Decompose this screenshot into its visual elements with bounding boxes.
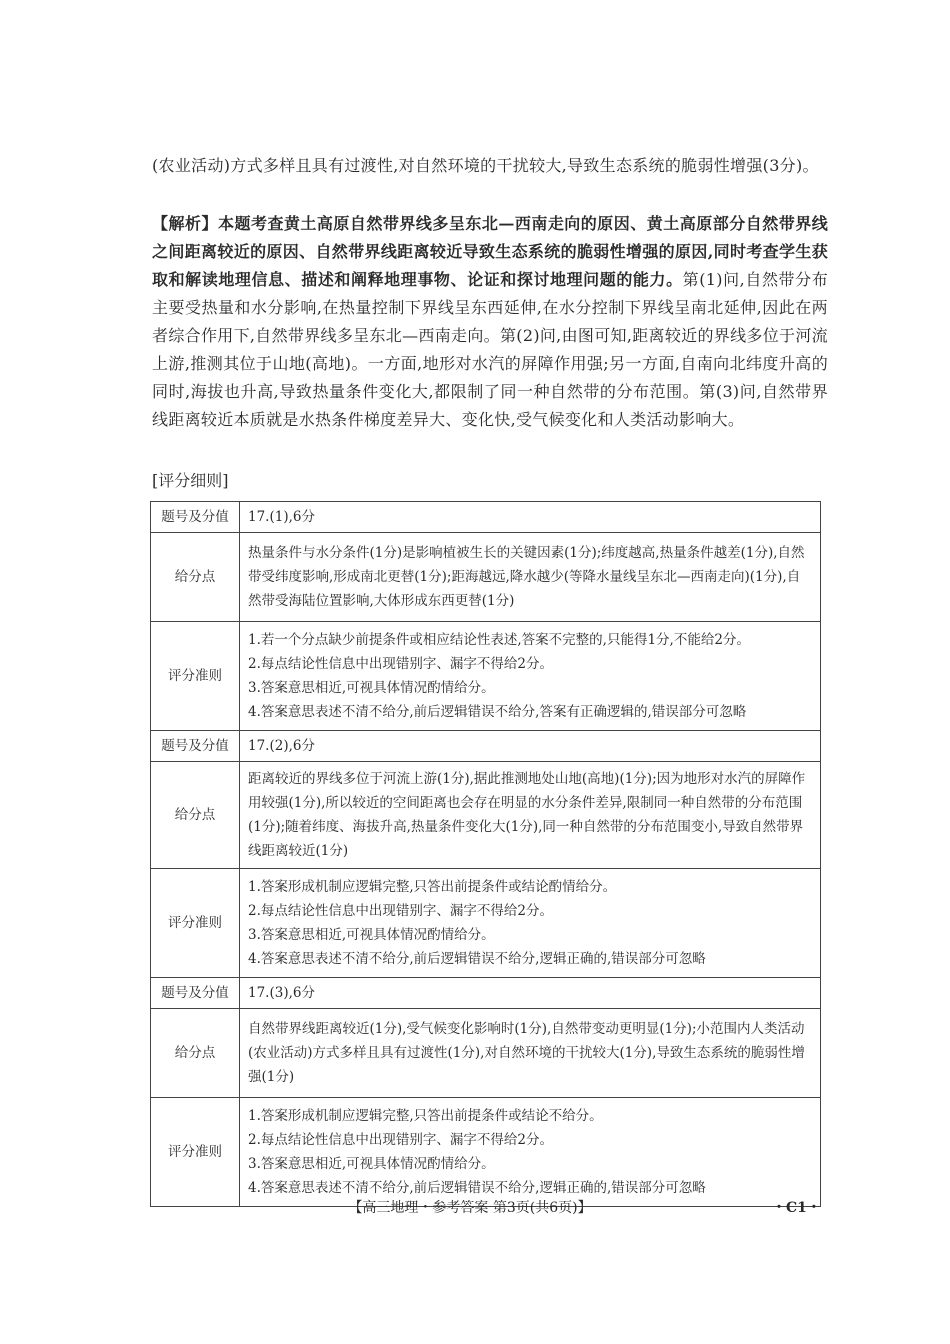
- analysis-body: 第(1)问,自然带分布主要受热量和水分影响,在热量控制下界线呈东西延伸,在水分控制下界线呈南北延伸,因此在两者综合作用下,自然带界线多呈东北—西南走向。第(2)问,由图可知,距离较近的界线多位于河流上游,推测其位于山地(高地)。一方面,地形对水汽的屏障作用强;另一方面,自南向北纬度升高的同时,海拔也升高,导致热量条件变化大,都限制了同一种自然带的分布范围。第(3)问,自然带界线距离较近本质就是水热条件梯度差异大、变化快,受气候变化和人类活动影响大。: [152, 270, 828, 429]
- footer-page-info: 【高三地理・参考答案 第3页(共6页)】: [348, 1200, 592, 1216]
- criteria-item: 4.答案意思表述不清不给分,前后逻辑错误不给分,逻辑正确的,错误部分可忽略: [248, 1180, 706, 1196]
- criteria-item: 1.答案形成机制应逻辑完整,只答出前提条件或结论酌情给分。: [248, 879, 617, 895]
- criteria-item: 4.答案意思表述不清不给分,前后逻辑错误不给分,逻辑正确的,错误部分可忽略: [248, 951, 706, 967]
- question-value: 17.(1),6分: [240, 502, 821, 533]
- criteria-item: 4.答案意思表述不清不给分,前后逻辑错误不给分,答案有正确逻辑的,错误部分可忽略: [248, 704, 747, 720]
- criteria-label: 评分准则: [151, 869, 240, 978]
- table-row: [151, 622, 821, 731]
- criteria-item: 1.答案形成机制应逻辑完整,只答出前提条件或结论不给分。: [248, 1108, 603, 1124]
- criteria-list: [240, 622, 821, 731]
- points-label: 给分点: [151, 762, 240, 869]
- criteria-label: 评分准则: [151, 622, 240, 731]
- criteria-item: 3.答案意思相近,可视具体情况酌情给分。: [248, 1156, 495, 1172]
- table-row: [151, 978, 821, 1009]
- table-row: [151, 762, 821, 869]
- points-text: 热量条件与水分条件(1分)是影响植被生长的关键因素(1分);纬度越高,热量条件越差(1分),自然带受纬度影响,形成南北更替(1分);距海越远,降水越少(等降水量线呈东北—西南走向)(1分),自然带受海陆位置影响,大体形成东西更替(1分): [240, 533, 821, 622]
- criteria-item: 3.答案意思相近,可视具体情况酌情给分。: [248, 927, 495, 943]
- criteria-item: 2.每点结论性信息中出现错别字、漏字不得给2分。: [248, 656, 553, 672]
- criteria-list: [240, 869, 821, 978]
- question-label: 题号及分值: [151, 731, 240, 762]
- analysis-lead: 【解析】本题考查黄土高原自然带界线多呈东北—西南走向的原因、黄土高原部分自然带界线之间距离较近的原因、自然带界线距离较近导致生态系统的脆弱性增强的原因,同时考查学生获取和解读地理信息、描述和阐释地理事物、论证和探讨地理问题的能力。: [152, 214, 828, 289]
- rubric-table: [150, 501, 821, 1207]
- table-row: [151, 533, 821, 622]
- points-label: 给分点: [151, 1009, 240, 1098]
- question-label: 题号及分值: [151, 502, 240, 533]
- criteria-label: 评分准则: [151, 1098, 240, 1207]
- analysis-paragraph: [152, 210, 828, 434]
- question-value: 17.(2),6分: [240, 731, 821, 762]
- table-row: [151, 869, 821, 978]
- question-label: 题号及分值: [151, 978, 240, 1009]
- criteria-list: [240, 1098, 821, 1207]
- rubric-title: [评分细则]: [152, 471, 229, 490]
- footer-code: ・C1・: [772, 1200, 821, 1216]
- table-row: [151, 1009, 821, 1098]
- points-text: 自然带界线距离较近(1分),受气候变化影响时(1分),自然带变动更明显(1分);小范围内人类活动(农业活动)方式多样且具有过渡性(1分),对自然环境的干扰较大(1分),导致生态系统的脆弱性增强(1分): [240, 1009, 821, 1098]
- points-label: 给分点: [151, 533, 240, 622]
- table-row: [151, 502, 821, 533]
- criteria-item: 1.若一个分点缺少前提条件或相应结论性表述,答案不完整的,只能得1分,不能给2分。: [248, 632, 750, 648]
- criteria-item: 2.每点结论性信息中出现错别字、漏字不得给2分。: [248, 1132, 553, 1148]
- table-row: [151, 731, 821, 762]
- criteria-item: 3.答案意思相近,可视具体情况酌情给分。: [248, 680, 495, 696]
- intro-paragraph: (农业活动)方式多样且具有过渡性,对自然环境的干扰较大,导致生态系统的脆弱性增强(3分)。: [152, 156, 819, 175]
- criteria-item: 2.每点结论性信息中出现错别字、漏字不得给2分。: [248, 903, 553, 919]
- question-value: 17.(3),6分: [240, 978, 821, 1009]
- table-row: [151, 1098, 821, 1207]
- points-text: 距离较近的界线多位于河流上游(1分),据此推测地处山地(高地)(1分);因为地形对水汽的屏障作用较强(1分),所以较近的空间距离也会存在明显的水分条件差异,限制同一种自然带的分布范围(1分);随着纬度、海拔升高,热量条件变化大(1分),同一种自然带的分布范围变小,导致自然带界线距离较近(1分): [240, 762, 821, 869]
